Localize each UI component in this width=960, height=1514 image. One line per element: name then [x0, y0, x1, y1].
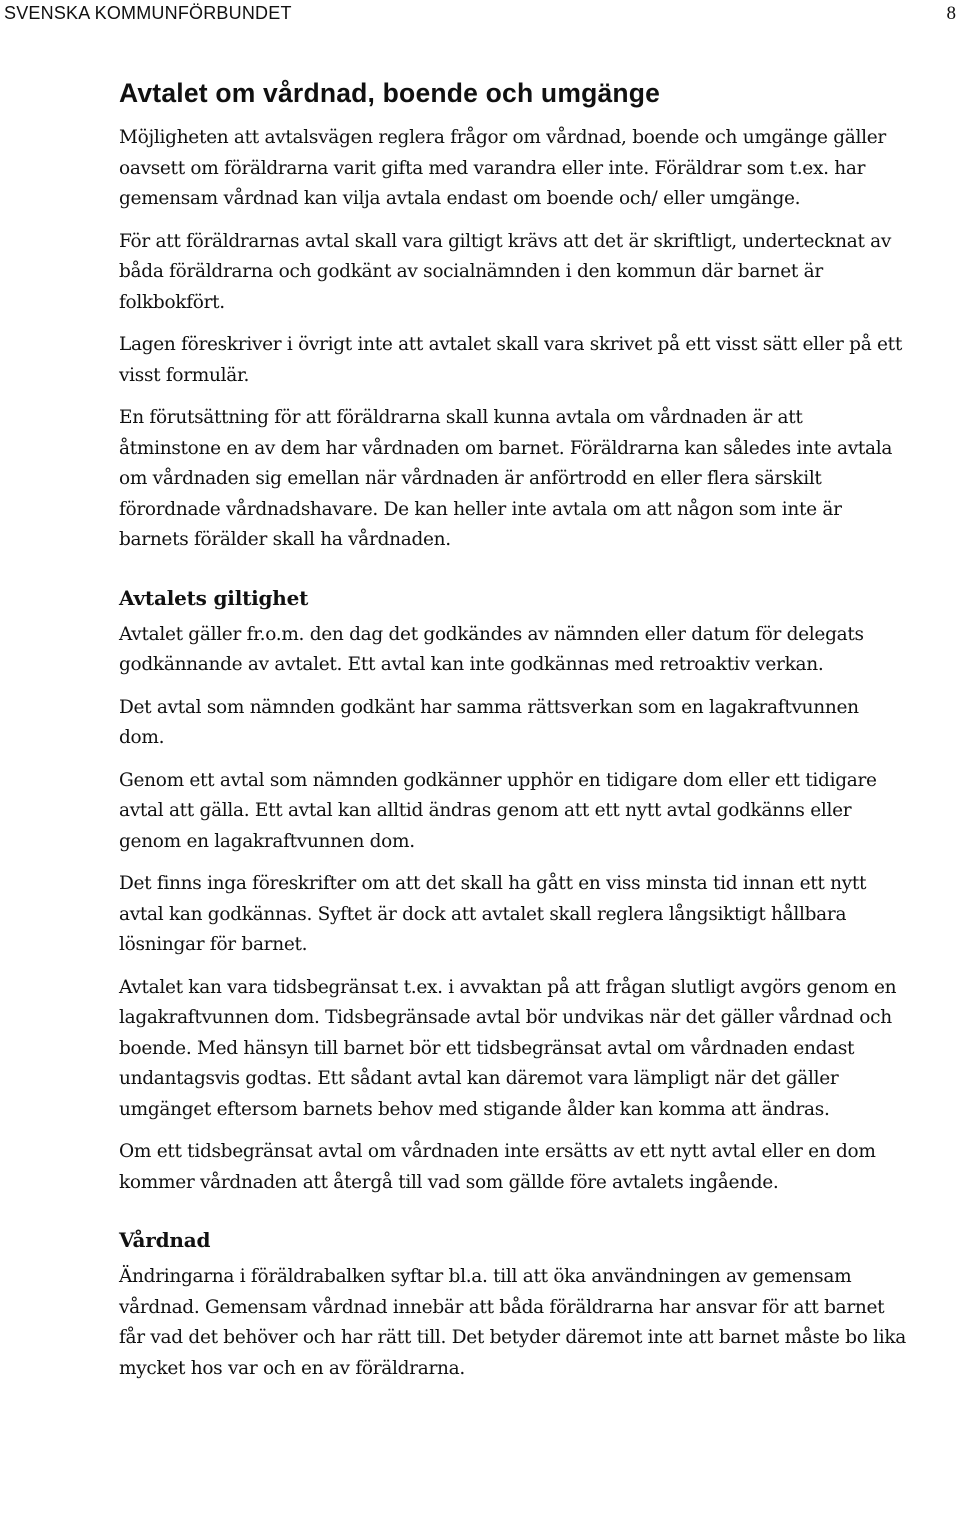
- paragraph: För att föräldrarnas avtal skall vara giltigt krävs att det är skriftligt, undertecknat av båda föräldrarna och godkänt av socialnämnden i den kommun där barnet är folkbokfört.: [119, 230, 892, 313]
- paragraph: En förutsättning för att föräldrarna skall kunna avtala om vårdnaden är att åtminstone en av dem har vårdnaden om barnet. Föräldrarna kan således inte avtala om vårdnaden sig emellan när vårdnaden är anförtrodd en eller flera särskilt förordnade vårdnadshavare. De kan heller inte avtala om att någon som inte är barnets förälder skall ha vårdnaden.: [119, 407, 893, 550]
- page-title: Avtalet om vårdnad, boende och umgänge: [119, 78, 661, 108]
- giltighet-section: [119, 620, 909, 1199]
- document-body: [119, 78, 909, 1396]
- paragraph: Möjligheten att avtalsvägen reglera frågor om vårdnad, boende och umgänge gäller oavsett om föräldrarna varit gifta med varandra eller inte. Föräldrar som t.ex. har gemensam vårdnad kan vilja avtala endast om boende och/ eller umgänge.: [119, 127, 886, 209]
- page-number: 8: [946, 3, 956, 24]
- intro-section: [119, 123, 909, 556]
- paragraph: Det finns inga föreskrifter om att det skall ha gått en viss minsta tid innan ett nytt avtal kan godkännas. Syftet är dock att avtalet skall reglera långsiktigt hållbara lösningar för barnet.: [119, 873, 867, 955]
- paragraph: Lagen föreskriver i övrigt inte att avtalet skall vara skrivet på ett visst sätt eller på ett visst formulär.: [119, 334, 902, 386]
- paragraph: Ändringarna i föräldrabalken syftar bl.a. till att öka användningen av gemensam vårdnad. Gemensam vårdnad innebär att båda föräldrarna har ansvar för att barnet får vad det behöver och har rätt till. Det betyder däremot inte att barnet måste bo lika mycket hos var och en av föräldrarna.: [119, 1266, 906, 1379]
- header-organization: SVENSKA KOMMUNFÖRBUNDET: [4, 3, 292, 23]
- paragraph: Avtalet kan vara tidsbegränsat t.ex. i avvaktan på att frågan slutligt avgörs genom en lagakraftvunnen dom. Tidsbegränsade avtal bör undvikas när det gäller vårdnad och boende. Med hänsyn till barnet bör ett tidsbegränsat avtal om vårdnaden endast undantagsvis godtas. Ett sådant avtal kan däremot vara lämpligt när det gäller umgänget eftersom barnets behov med stigande ålder kan komma att ändras.: [119, 976, 897, 1120]
- paragraph: Om ett tidsbegränsat avtal om vårdnaden inte ersätts av ett nytt avtal eller en dom kommer vårdnaden att återgå till vad som gällde före avtalets ingående.: [119, 1141, 876, 1193]
- paragraph: Genom ett avtal som nämnden godkänner upphör en tidigare dom eller ett tidigare avtal att gälla. Ett avtal kan alltid ändras genom att ett nytt avtal godkänns eller genom en lagakraftvunnen dom.: [119, 769, 877, 852]
- vardnad-section: [119, 1262, 909, 1384]
- section-heading-vardnad: Vårdnad: [119, 1228, 211, 1252]
- section-heading-giltighet: Avtalets giltighet: [119, 585, 309, 610]
- paragraph: Det avtal som nämnden godkänt har samma rättsverkan som en lagakraftvunnen dom.: [119, 696, 859, 748]
- page-header: [0, 0, 960, 28]
- paragraph: Avtalet gäller fr.o.m. den dag det godkändes av nämnden eller datum för delegats godkännande av avtalet. Ett avtal kan inte godkännas med retroaktiv verkan.: [119, 623, 864, 675]
